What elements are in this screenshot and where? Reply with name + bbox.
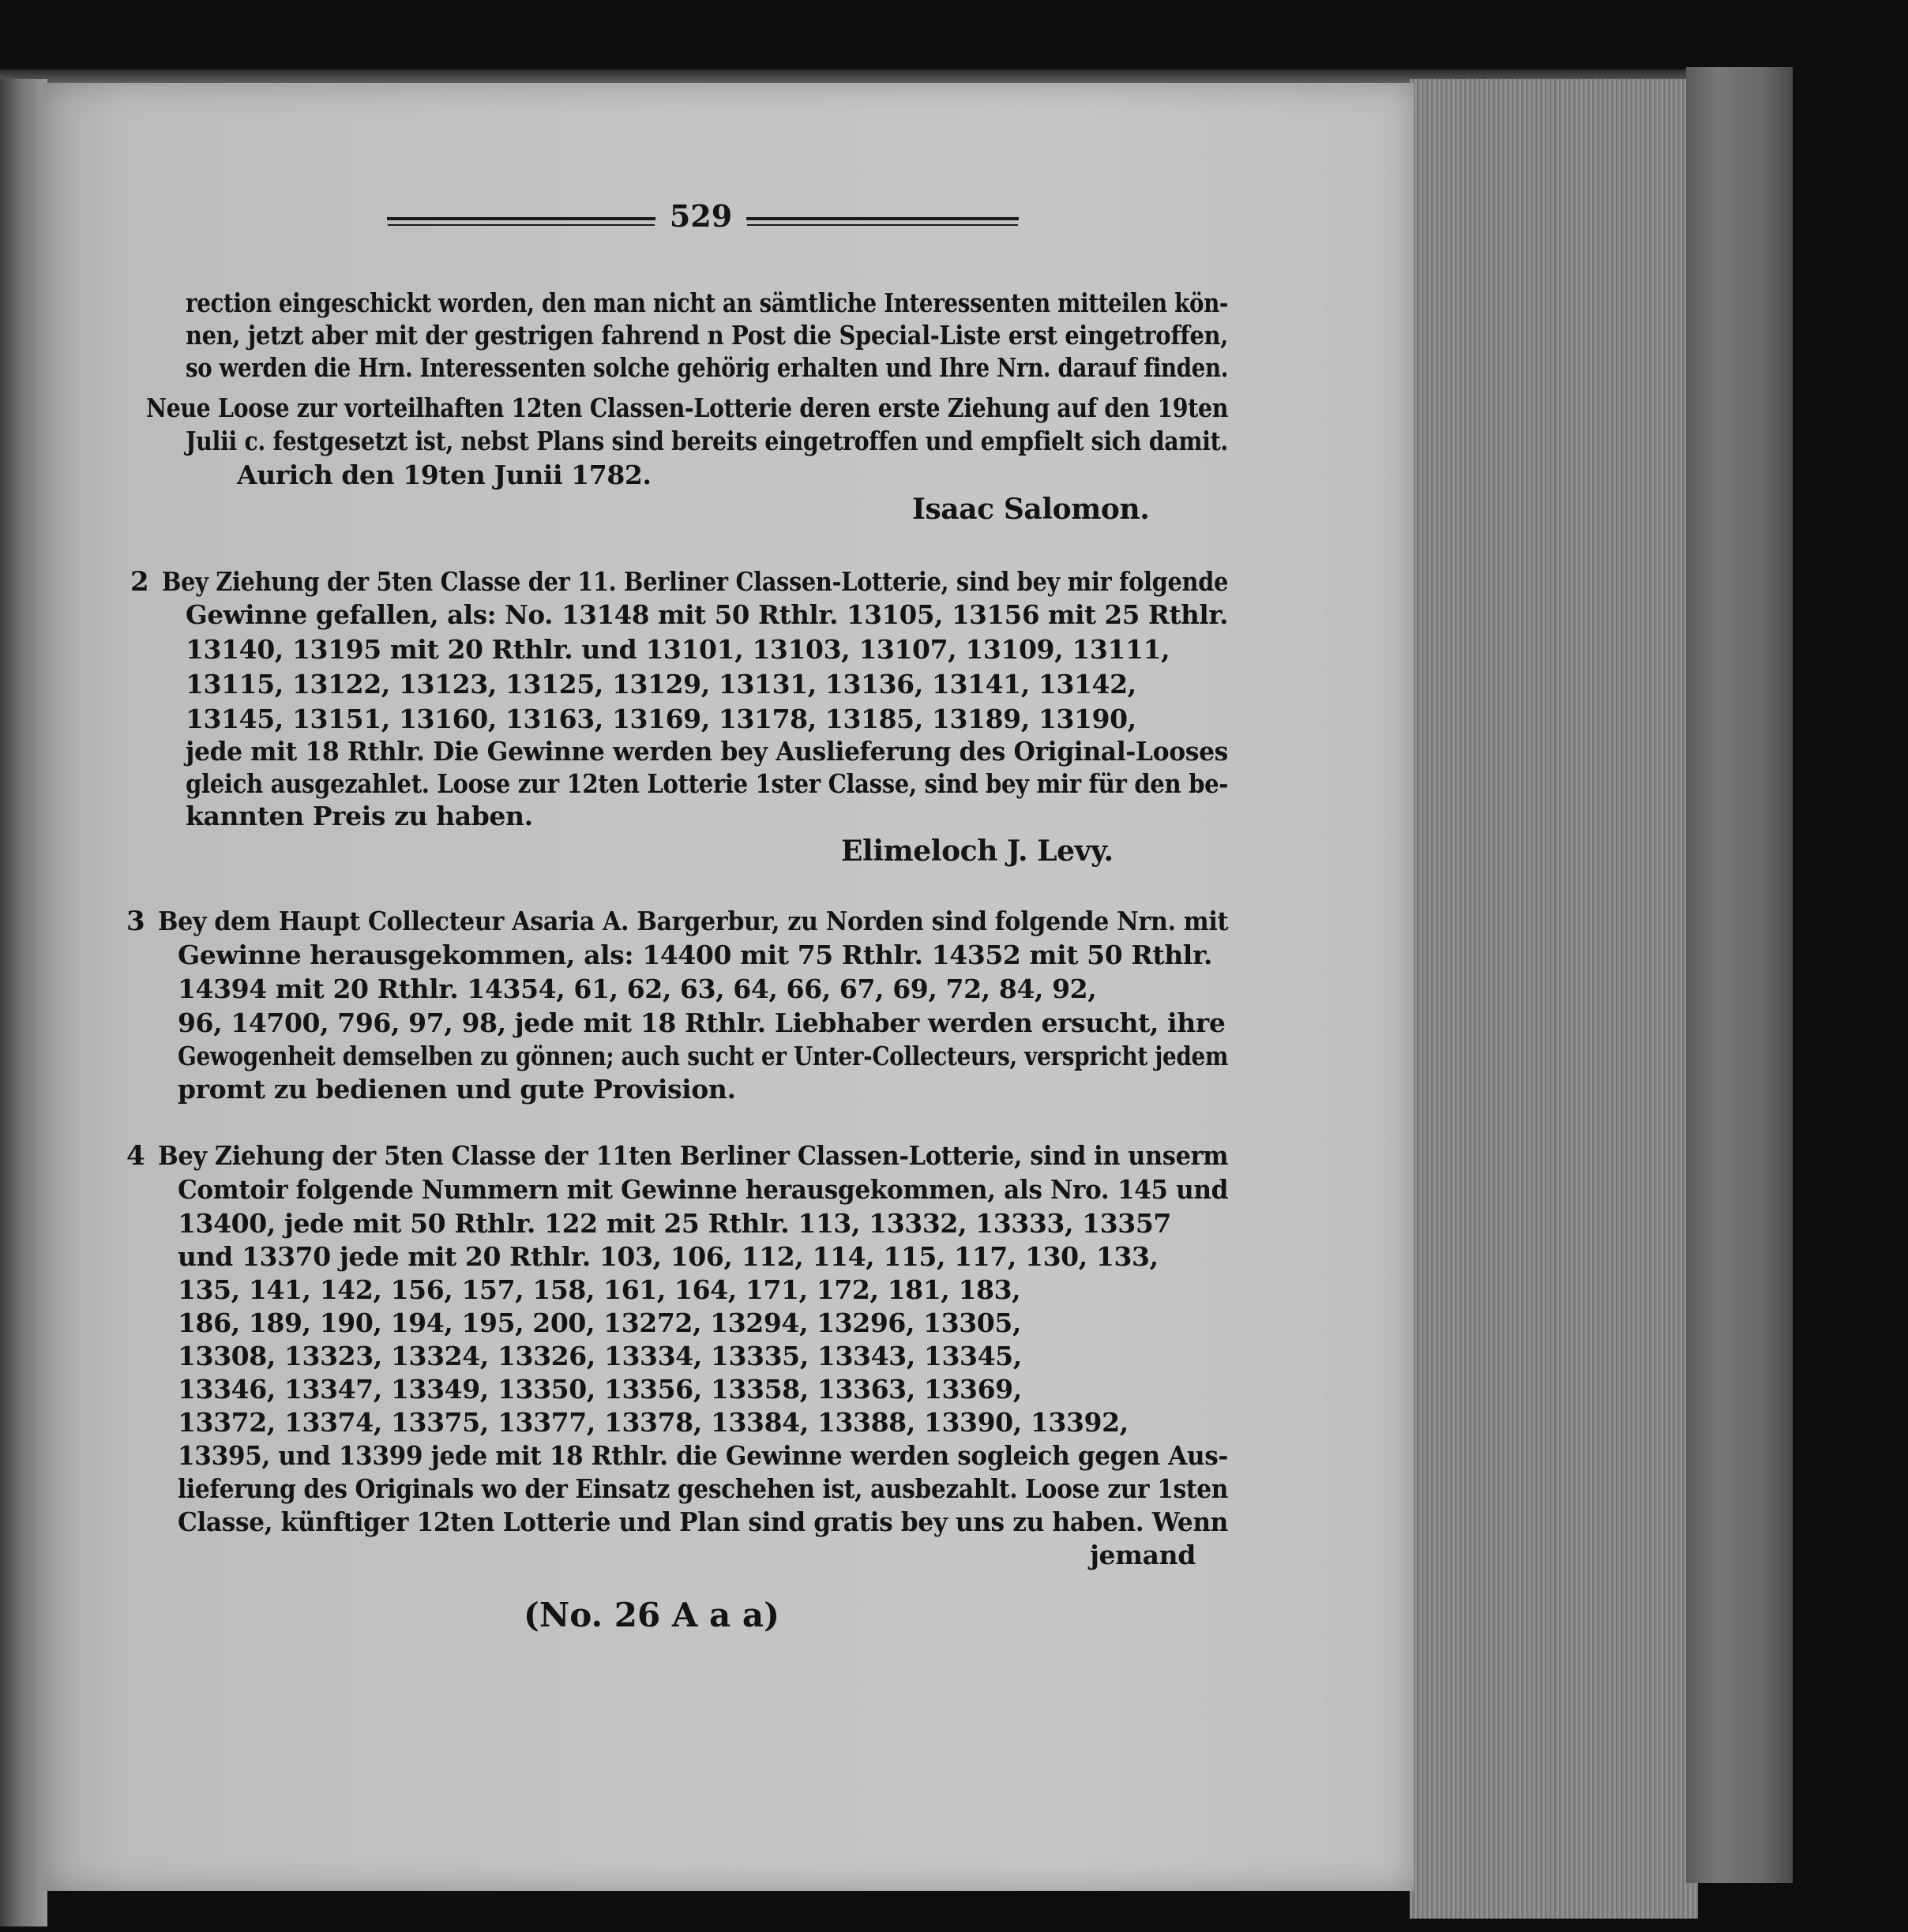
text-line: Gewinne gefallen, als: No. 13148 mit 50 Rthlr. 13105, 13156 mit 25 Rthlr. — [186, 599, 1229, 630]
text-line: 13346, 13347, 13349, 13350, 13356, 13358, 13363, 13369, — [178, 1374, 1022, 1405]
text-line: 13372, 13374, 13375, 13377, 13378, 13384, 13388, 13390, 13392, — [178, 1407, 1129, 1438]
text-line: 186, 189, 190, 194, 195, 200, 13272, 13294, 13296, 13305, — [178, 1307, 1022, 1338]
text-line: gleich ausgezahlet. Loose zur 12ten Lotterie 1ster Classe, sind bey mir für den be- — [186, 768, 1229, 799]
text-line: Gewinne herausgekommen, als: 14400 mit 75 Rthlr. 14352 mit 50 Rthlr. — [178, 940, 1212, 970]
text-line: jede mit 18 Rthlr. Die Gewinne werden bey Auslieferung des Original-Looses — [186, 736, 1228, 767]
text-line: 96, 14700, 796, 97, 98, jede mit 18 Rthlr. Liebhaber werden ersucht, ihre — [178, 1007, 1226, 1038]
text-line: 13308, 13323, 13324, 13326, 13334, 13335, 13343, 13345, — [178, 1341, 1022, 1371]
text-line: Comtoir folgende Nummern mit Gewinne herausgekommen, als Nro. 145 und — [178, 1174, 1229, 1205]
entry-number: 2 — [130, 566, 149, 598]
header-rule-right — [746, 217, 1019, 220]
text-line: Neue Loose zur vorteilhaften 12ten Classen-Lotterie deren erste Ziehung auf den 19ten — [146, 392, 1229, 423]
signature: Elimeloch J. Levy. — [841, 835, 1114, 868]
text-line: 135, 141, 142, 156, 157, 158, 161, 164, 171, 172, 181, 183, — [178, 1274, 1021, 1305]
text-line: nen, jetzt aber mit der gestrigen fahrend n Post die Special-Liste erst eingetroffen, — [186, 320, 1228, 351]
page-block-edges — [1410, 79, 1698, 1919]
text-line: promt zu bedienen und gute Provision. — [178, 1074, 736, 1105]
text-line: Aurich den 19ten Junii 1782. — [237, 460, 652, 490]
entry-number: 4 — [126, 1140, 145, 1172]
text-line: rection eingeschickt worden, den man nicht an sämtliche Interessenten mitteilen kön- — [186, 287, 1229, 318]
text-line: 13395, und 13399 jede mit 18 Rthlr. die Gewinne werden sogleich gegen Aus- — [178, 1440, 1228, 1471]
text-line: Classe, künftiger 12ten Lotterie und Plan sind gratis bey uns zu haben. Wenn — [178, 1506, 1228, 1537]
text-line: 13115, 13122, 13123, 13125, 13129, 13131, 13136, 13141, 13142, — [186, 669, 1136, 700]
text-line: 13145, 13151, 13160, 13163, 13169, 13178, 13185, 13189, 13190, — [186, 703, 1136, 734]
page-number: 529 — [669, 198, 733, 234]
text-line: lieferung des Originals wo der Einsatz geschehen ist, ausbezahlt. Loose zur 1sten — [178, 1473, 1229, 1504]
text-line: 13140, 13195 mit 20 Rthlr. und 13101, 13103, 13107, 13109, 13111, — [186, 634, 1170, 665]
text-line: 13400, jede mit 50 Rthlr. 122 mit 25 Rthlr. 113, 13332, 13333, 13357 — [178, 1208, 1171, 1239]
text-line: Bey dem Haupt Collecteur Asaria A. Bargerbur, zu Norden sind folgende Nrn. mit — [158, 906, 1229, 936]
text-line: und 13370 jede mit 20 Rthlr. 103, 106, 112, 114, 115, 117, 130, 133, — [178, 1241, 1159, 1272]
header-rule-left — [387, 217, 655, 220]
text-line: 14394 mit 20 Rthlr. 14354, 61, 62, 63, 64, 66, 67, 69, 72, 84, 92, — [178, 974, 1097, 1004]
signature: Isaac Salomon. — [912, 493, 1150, 526]
previous-page-edge — [0, 79, 47, 1926]
text-line: Gewogenheit demselben zu gönnen; auch sucht er Unter-Collecteurs, verspricht jedem — [178, 1041, 1229, 1071]
text-line: kannten Preis zu haben. — [186, 801, 533, 831]
text-line: Julii c. festgesetzt ist, nebst Plans sind bereits eingetroffen und empfielt sich damit. — [186, 426, 1228, 456]
catchword: jemand — [1090, 1540, 1196, 1570]
document-page — [43, 83, 1414, 1891]
entry-number: 3 — [126, 906, 145, 937]
book-cover-edge — [1686, 67, 1793, 1883]
signature-mark: (No. 26 A a a) — [524, 1596, 779, 1634]
text-line: Bey Ziehung der 5ten Classe der 11. Berliner Classen-Lotterie, sind bey mir folgende — [162, 566, 1228, 597]
text-line: Bey Ziehung der 5ten Classe der 11ten Berliner Classen-Lotterie, sind in unserm — [158, 1140, 1229, 1171]
text-line: so werden die Hrn. Interessenten solche gehörig erhalten und Ihre Nrn. darauf finden. — [186, 352, 1228, 383]
